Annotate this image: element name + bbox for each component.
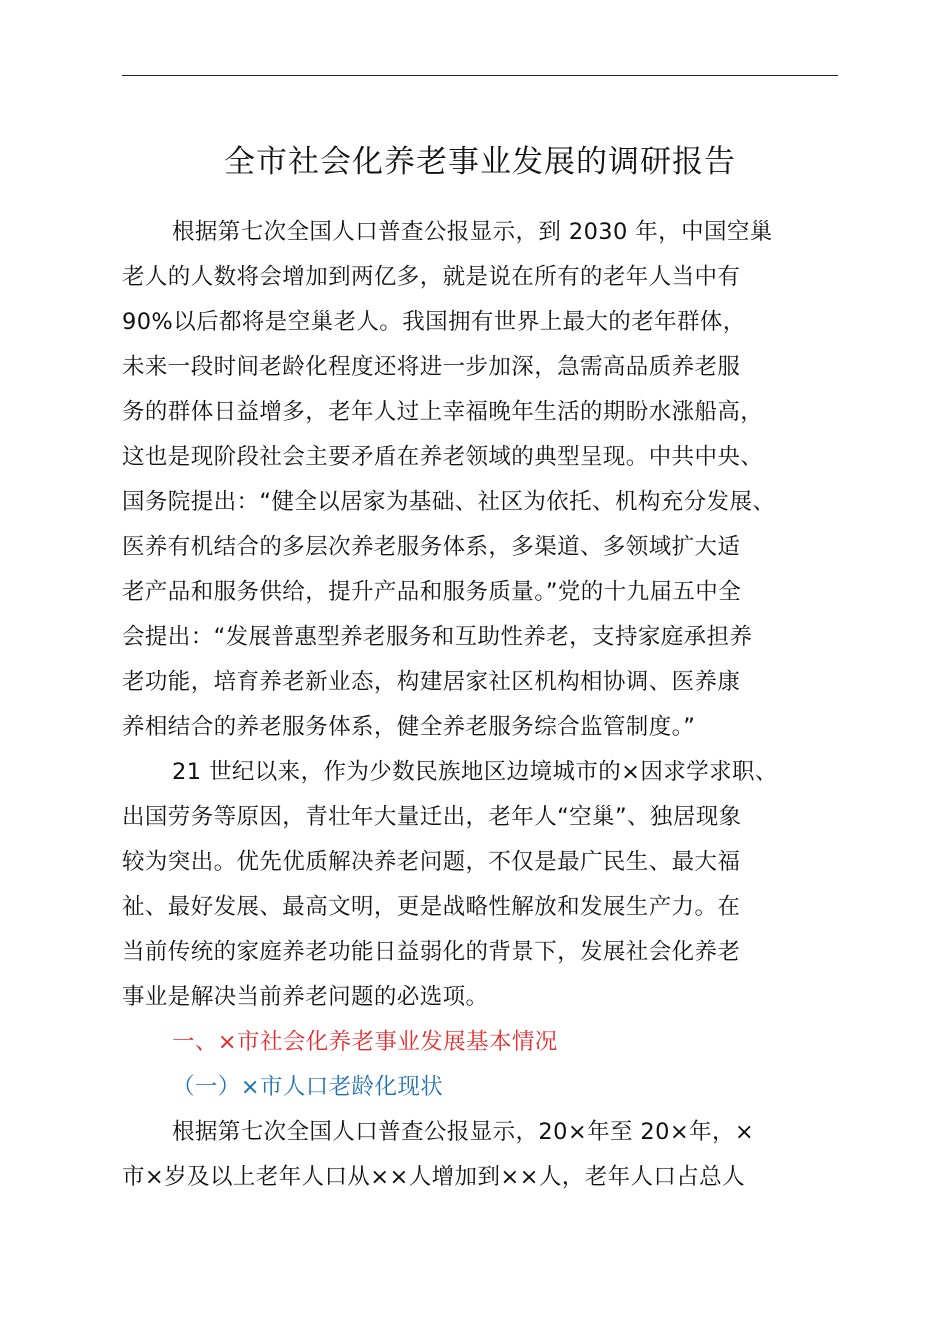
- paragraph-line: 当前传统的家庭养老功能日益弱化的背景下，发展社会化养老: [122, 939, 741, 965]
- paragraph-line: 出国劳务等原因，青壮年大量迁出，老年人“空巢”、独居现象: [122, 804, 742, 830]
- paragraph-line: 市×岁及以上老年人口从××人增加到××人，老年人口占总人: [122, 1164, 745, 1190]
- paragraph-line: 未来一段时间老龄化程度还将进一步加深，急需高品质养老服: [122, 354, 741, 380]
- paragraph-line: 老产品和服务供给，提升产品和服务质量。”党的十九届五中全: [122, 579, 742, 605]
- paragraph-line: 根据第七次全国人口普查公报显示，到 2030 年，中国空巢: [172, 219, 773, 245]
- paragraph-line: 较为突出。优先优质解决养老问题，不仅是最广民生、最大福: [122, 849, 741, 875]
- subsection-heading: （一）×市人口老龄化现状: [172, 1074, 444, 1100]
- paragraph-line: 21 世纪以来，作为少数民族地区边境城市的×因求学求职、: [172, 759, 778, 785]
- document-title: 全市社会化养老事业发展的调研报告: [224, 144, 736, 180]
- document-body: [122, 210, 862, 1200]
- paragraph-line: 事业是解决当前养老问题的必选项。: [122, 984, 489, 1010]
- paragraph-line: 老人的人数将会增加到两亿多，就是说在所有的老年人当中有: [122, 264, 741, 290]
- paragraph-line: 90%以后都将是空巢老人。我国拥有世界上最大的老年群体，: [122, 309, 746, 335]
- paragraph-line: 这也是现阶段社会主要矛盾在养老领域的典型呈现。中共中央、: [122, 444, 764, 470]
- paragraph-line: 会提出：“发展普惠型养老服务和互助性养老，支持家庭承担养: [122, 624, 753, 650]
- paragraph-line: 养相结合的养老服务体系，健全养老服务综合监管制度。”: [122, 714, 696, 740]
- paragraph-line: 根据第七次全国人口普查公报显示，20×年至 20×年，×: [172, 1119, 755, 1145]
- paragraph-line: 国务院提出：“健全以居家为基础、社区为依托、机构充分发展、: [122, 489, 776, 515]
- paragraph-line: 祉、最好发展、最高文明，更是战略性解放和发展生产力。在: [122, 894, 741, 920]
- paragraph-line: 医养有机结合的多层次养老服务体系，多渠道、多领域扩大适: [122, 534, 741, 560]
- section-heading: 一、×市社会化养老事业发展基本情况: [172, 1029, 558, 1055]
- header-rule: [122, 75, 838, 76]
- paragraph-line: 老功能，培育养老新业态，构建居家社区机构相协调、医养康: [122, 669, 741, 695]
- paragraph-line: 务的群体日益增多，老年人过上幸福晚年生活的期盼水涨船高，: [122, 399, 764, 425]
